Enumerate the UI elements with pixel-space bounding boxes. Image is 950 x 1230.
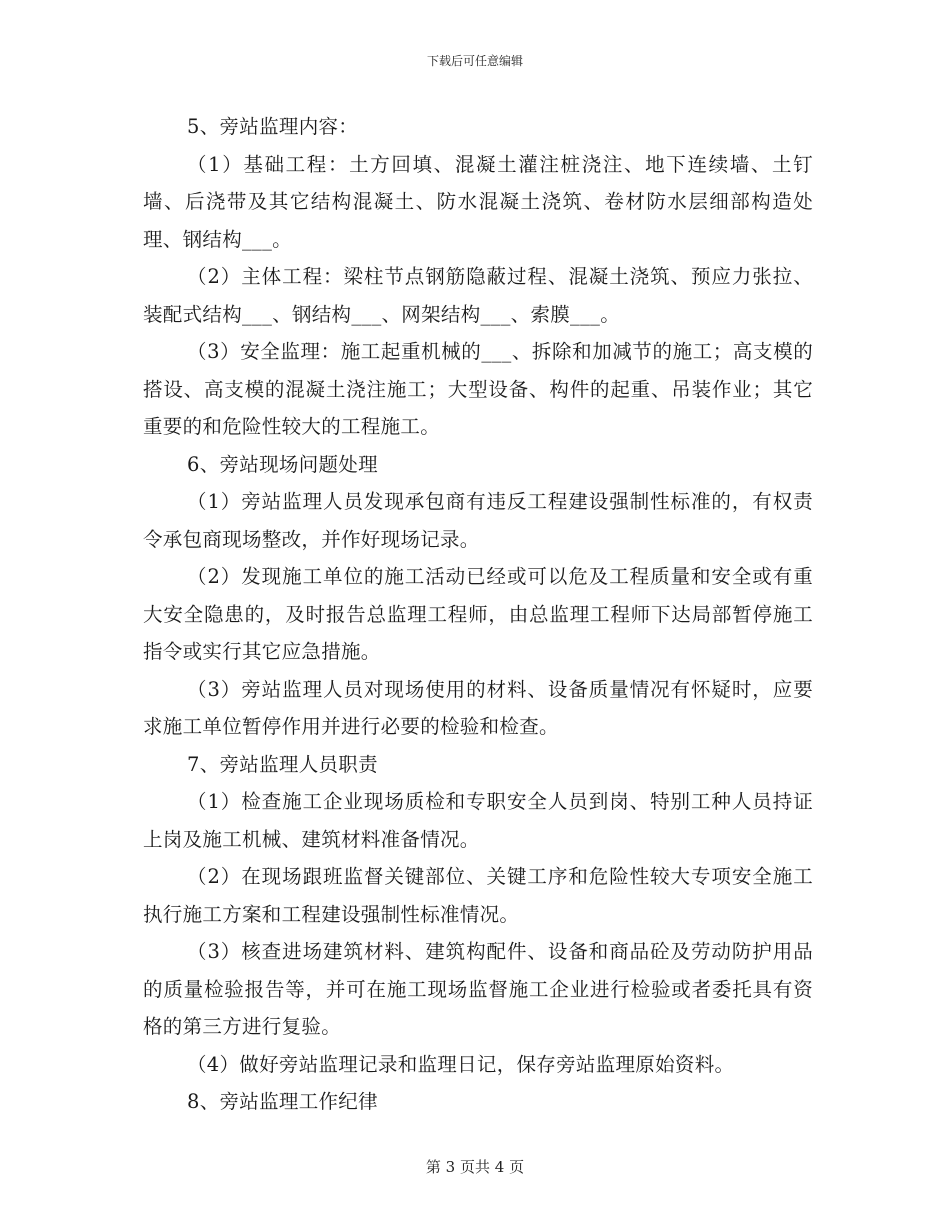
paragraph-7-2: （2）在现场跟班监督关键部位、关键工序和危险性较大专项安全施工执行施工方案和工程建设强制性标准情况。 xyxy=(143,865,813,926)
paragraph-5-3: （3）安全监理：施工起重机械的___、拆除和加减节的施工；高支模的搭设、高支模的混凝土浇注施工；大型设备、构件的起重、吊装作业；其它重要的和危险性较大的工程施工。 xyxy=(143,340,813,438)
document-body xyxy=(143,108,813,1121)
section-heading-6: 6、旁站现场问题处理 xyxy=(187,452,378,476)
paragraph-6-1: （1）旁站监理人员发现承包商有违反工程建设强制性标准的，有权责令承包商现场整改，并作好现场记录。 xyxy=(143,490,813,551)
paragraph-6-2: （2）发现施工单位的施工活动已经或可以危及工程质量和安全或有重大安全隐患的，及时报告总监理工程师，由总监理工程师下达局部暂停施工指令或实行其它应急措施。 xyxy=(143,565,813,663)
paragraph-7-3: （3）核查进场建筑材料、建筑构配件、设备和商品砼及劳动防护用品的质量检验报告等，并可在施工现场监督施工企业进行检验或者委托具有资格的第三方进行复验。 xyxy=(143,940,813,1038)
paragraph-5-2: （2）主体工程：梁柱节点钢筋隐蔽过程、混凝土浇筑、预应力张拉、装配式结构___、钢结构___、网架结构___、索膜___。 xyxy=(143,265,813,326)
page-header: 下载后可任意编辑 xyxy=(426,54,523,68)
paragraph-7-1: （1）检查施工企业现场质检和专职安全人员到岗、特别工种人员持证上岗及施工机械、建筑材料准备情况。 xyxy=(143,790,813,851)
section-heading-5: 5、旁站监理内容： xyxy=(187,115,359,138)
paragraph-6-3: （3）旁站监理人员对现场使用的材料、设备质量情况有怀疑时，应要求施工单位暂停作用并进行必要的检验和检查。 xyxy=(143,677,813,738)
paragraph-7-4: （4）做好旁站监理记录和监理日记，保存旁站监理原始资料。 xyxy=(187,1052,735,1076)
section-heading-8: 8、旁站监理工作纪律 xyxy=(187,1090,378,1113)
page-footer: 第 3 页共 4 页 xyxy=(425,1158,525,1176)
paragraph-5-1: （1）基础工程：土方回填、混凝土灌注桩浇注、地下连续墙、土钉墙、后浇带及其它结构混凝土、防水混凝土浇筑、卷材防水层细部构造处理、钢结构___。 xyxy=(143,152,813,251)
section-heading-7: 7、旁站监理人员职责 xyxy=(187,752,378,776)
